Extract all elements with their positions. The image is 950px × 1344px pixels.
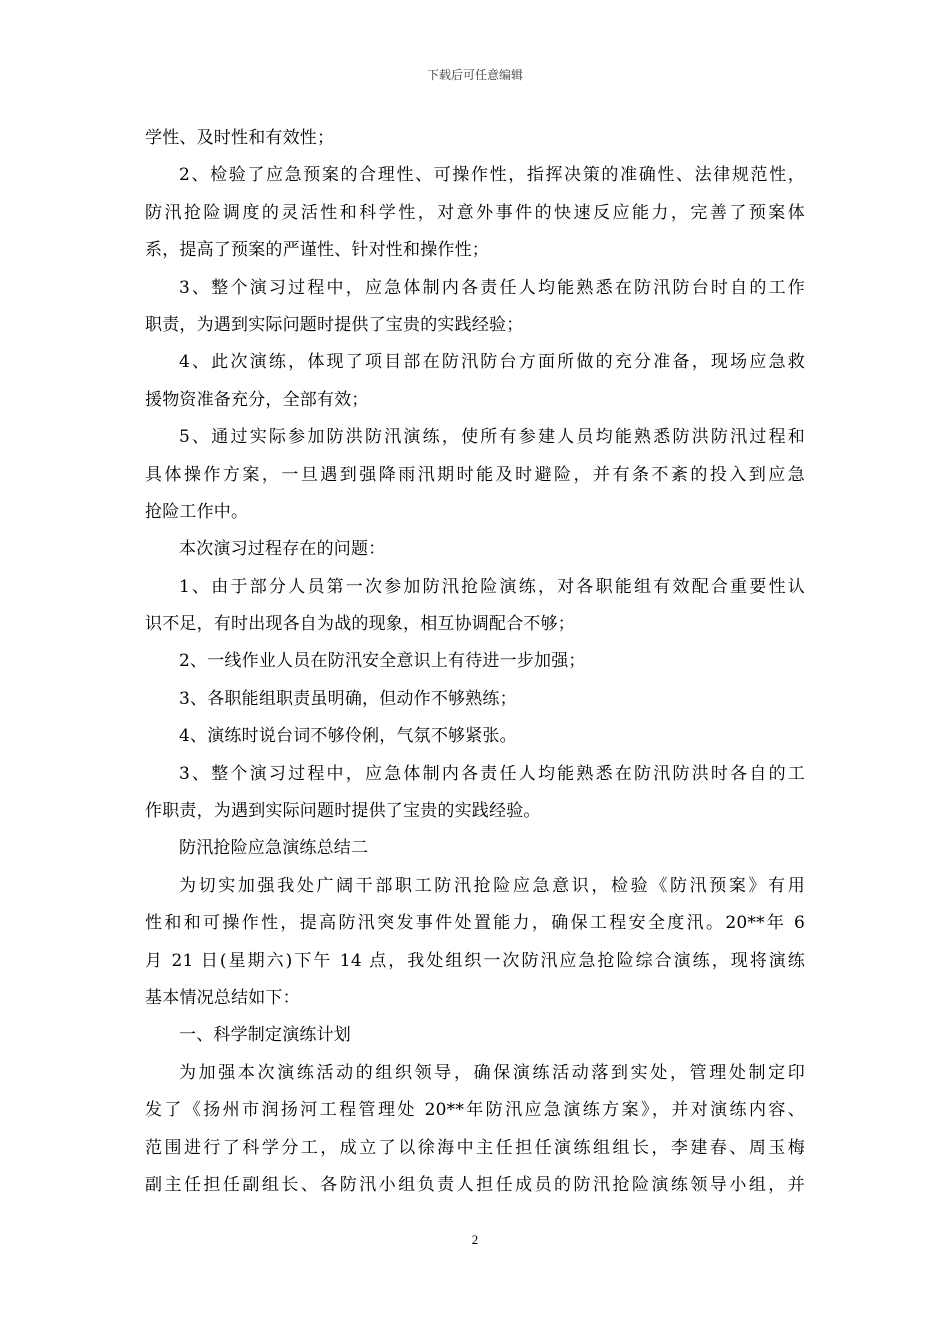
text-line: 抢险工作中。 — [145, 501, 249, 522]
text-line: 副主任担任副组长、各防汛小组负责人担任成员的防汛抢险演练领导小组，并 — [145, 1174, 805, 1195]
page-header: 下载后可任意编辑 — [426, 68, 523, 82]
text-line: 本次演习过程存在的问题： — [179, 539, 386, 560]
text-line: 基本情况总结如下： — [145, 987, 300, 1008]
text-line: 学性、及时性和有效性； — [145, 128, 335, 148]
text-line: 发了《扬州市润扬河工程管理处 20**年防汛应急演练方案》，并对演练内容、 — [145, 1100, 805, 1121]
text-line: 防汛抢险调度的灵活性和科学性，对意外事件的快速反应能力，完善了预案体 — [145, 202, 805, 223]
text-line: 3、整个演习过程中，应急体制内各责任人均能熟悉在防汛防台时自的工作 — [179, 277, 805, 298]
text-line: 性和和可操作性，提高防汛突发事件处置能力，确保工程安全度汛。20**年 6 — [145, 913, 806, 934]
text-line: 3、整个演习过程中，应急体制内各责任人均能熟悉在防汛防洪时各自的工 — [179, 763, 805, 784]
text-line: 识不足，有时出现各自为战的现象，相互协调配合不够； — [145, 614, 575, 635]
text-line: 5、通过实际参加防洪防汛演练，使所有参建人员均能熟悉防洪防汛过程和 — [179, 427, 805, 448]
text-line: 一、科学制定演练计划 — [179, 1025, 351, 1046]
page-number: 2 — [471, 1232, 479, 1247]
text-line: 2、一线作业人员在防汛安全意识上有待进一步加强； — [179, 651, 586, 672]
text-line: 月 21 日(星期六)下午 14 点，我处组织一次防汛应急抢险综合演练，现将演练 — [145, 950, 805, 971]
text-line: 防汛抢险应急演练总结二 — [179, 838, 369, 859]
text-line: 1、由于部分人员第一次参加防汛抢险演练，对各职能组有效配合重要性认 — [179, 576, 805, 597]
text-line: 3、各职能组职责虽明确，但动作不够熟练； — [179, 688, 517, 709]
text-line: 2、检验了应急预案的合理性、可操作性，指挥决策的准确性、法律规范性， — [179, 165, 805, 186]
text-line: 系，提高了预案的严谨性、针对性和操作性； — [145, 240, 489, 261]
text-line: 职责，为遇到实际问题时提供了宝贵的实践经验； — [145, 314, 524, 335]
text-line: 4、演练时说台词不够伶俐，气氛不够紧张。 — [179, 726, 517, 747]
text-line: 4、此次演练，体现了项目部在防汛防台方面所做的充分准备，现场应急救 — [179, 352, 805, 373]
text-line: 具体操作方案，一旦遇到强降雨汛期时能及时避险，并有条不紊的投入到应急 — [145, 464, 805, 485]
text-line: 为切实加强我处广阔干部职工防汛抢险应急意识，检验《防汛预案》有用 — [179, 875, 805, 896]
text-line: 援物资准备充分，全部有效； — [145, 389, 369, 410]
text-line: 为加强本次演练活动的组织领导，确保演练活动落到实处，管理处制定印 — [179, 1062, 805, 1083]
document-body — [145, 120, 805, 1204]
text-line: 作职责，为遇到实际问题时提供了宝贵的实践经验。 — [145, 801, 541, 822]
text-line: 范围进行了科学分工，成立了以徐海中主任担任演练组组长，李建春、周玉梅 — [145, 1137, 805, 1158]
